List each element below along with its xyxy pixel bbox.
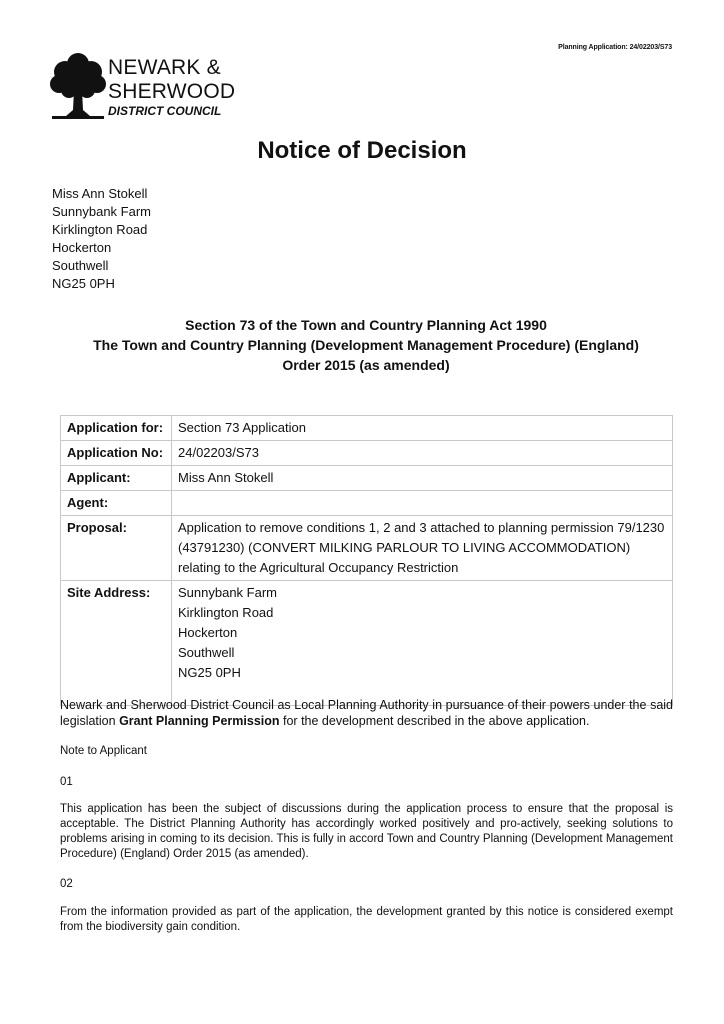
decision-text-before: Newark and Sherwood District Council as Local Planning Authority in pursuance of their powers under the said legislation — [60, 698, 673, 728]
legislation-line-2: The Town and Country Planning (Development Management Procedure) (England) — [93, 337, 639, 353]
page-title: Notice of Decision — [257, 137, 467, 164]
table-row — [61, 466, 673, 491]
logo-line-1: NEWARK & — [108, 56, 221, 79]
note-number: 02 — [60, 878, 73, 890]
note-text: From the information provided as part of the application, the development granted by this notice is considered exempt from the biodiversity gain condition. — [60, 906, 673, 933]
oak-tree-icon — [50, 50, 106, 122]
address-line: Sunnybank Farm — [52, 204, 151, 219]
table-row — [61, 491, 673, 516]
site-address-line: Kirklington Road — [178, 605, 274, 620]
note-number: 01 — [60, 776, 73, 788]
site-address-line: Hockerton — [178, 625, 238, 640]
table-row — [61, 416, 673, 441]
row-value: Section 73 Application — [172, 416, 673, 441]
council-logo — [50, 50, 250, 122]
row-value — [172, 491, 673, 516]
logo-line-2: SHERWOOD — [108, 80, 236, 103]
address-line: Southwell — [52, 258, 109, 273]
row-label: Application for: — [61, 416, 172, 441]
row-label: Proposal: — [61, 516, 172, 581]
decision-text-after: for the development described in the above application. — [279, 714, 590, 728]
site-address-line: NG25 0PH — [178, 665, 241, 680]
site-address-line: Southwell — [178, 645, 235, 660]
row-label: Agent: — [61, 491, 172, 516]
legislation-heading — [60, 315, 672, 375]
planning-application-reference: Planning Application: 24/02203/S73 — [558, 44, 672, 51]
address-line: Hockerton — [52, 240, 112, 255]
decision-paragraph — [60, 697, 673, 729]
decision-outcome: Grant Planning Permission — [119, 714, 280, 728]
row-value: Application to remove conditions 1, 2 and 3 attached to planning permission 79/1230 (43791230) (CONVERT MILKING PARLOUR TO LIVING ACCOMMODATION) relating to the Agricultural Occupancy Restriction — [172, 516, 673, 581]
address-line: Miss Ann Stokell — [52, 186, 148, 201]
recipient-address — [52, 185, 151, 293]
legislation-line-3: Order 2015 (as amended) — [282, 357, 450, 373]
table-row — [61, 516, 673, 581]
note-text: This application has been the subject of discussions during the application process to ensure that the proposal is acceptable. The District Planning Authority has accordingly worked positively and pro-actively, seeking solutions to problems arising in coming to its decision. This is fully in accord Town and Country Planning (Development Management Procedure) (England) Order 2015 (as amended). — [60, 803, 673, 860]
site-address-value — [172, 581, 673, 706]
table-row — [61, 581, 673, 706]
legislation-line-1: Section 73 of the Town and Country Planning Act 1990 — [185, 317, 547, 333]
address-line: NG25 0PH — [52, 276, 115, 291]
address-line: Kirklington Road — [52, 222, 148, 237]
row-value: 24/02203/S73 — [172, 441, 673, 466]
row-label: Application No: — [61, 441, 172, 466]
table-row — [61, 441, 673, 466]
site-address-line: Sunnybank Farm — [178, 585, 277, 600]
row-value: Miss Ann Stokell — [172, 466, 673, 491]
row-label: Applicant: — [61, 466, 172, 491]
notes-heading: Note to Applicant — [60, 745, 147, 757]
row-label: Site Address: — [61, 581, 172, 706]
logo-line-3: DISTRICT COUNCIL — [108, 104, 222, 118]
application-details-table — [60, 415, 673, 706]
